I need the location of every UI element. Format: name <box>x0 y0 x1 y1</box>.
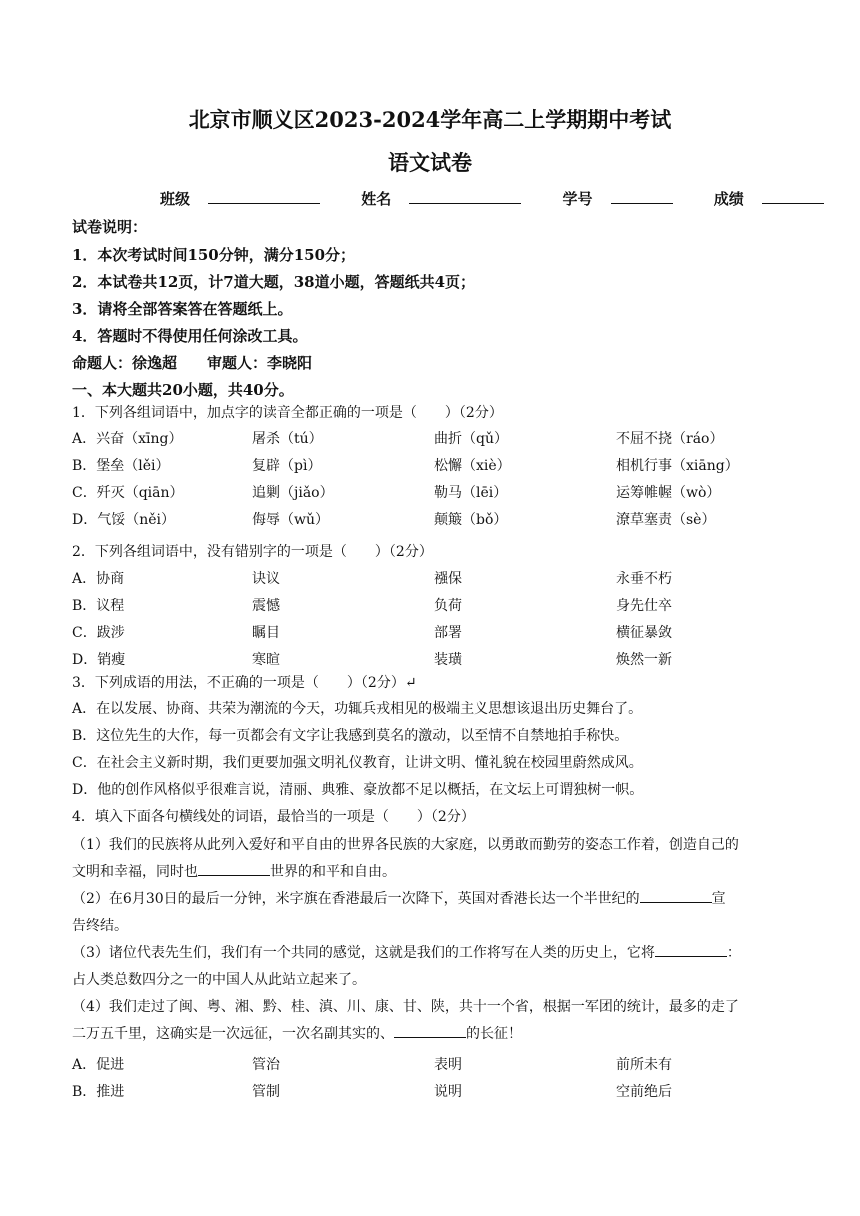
option-cell: 前所未有 <box>616 1057 672 1073</box>
instructions-heading: 试卷说明： <box>72 218 148 236</box>
sentence-text: （1）我们的民族将从此列入爱好和平自由的世界各民族的大家庭，以勇敢而勤劳的姿态工作着，创造自己的 <box>72 837 739 853</box>
option-cell: C．歼灭（qiān） <box>72 485 184 501</box>
q4-option-row <box>72 1081 792 1101</box>
name-field <box>361 188 539 209</box>
option-cell: 空前绝后 <box>616 1084 672 1100</box>
option-cell: 追剿（jiǎo） <box>252 485 334 501</box>
q4-sentence-1 <box>72 832 794 886</box>
option-cell: 横征暴敛 <box>616 625 672 641</box>
option-cell: 永垂不朽 <box>616 571 672 587</box>
name-blank <box>409 189 521 204</box>
option-cell: 曲折（qǔ） <box>434 431 508 447</box>
q2-option-row <box>72 649 792 669</box>
class-field <box>160 188 338 209</box>
option-cell: 复辟（pì） <box>252 458 322 474</box>
q1-option-row <box>72 482 792 502</box>
instruction-item: 1．本次考试时间150分钟，满分150分； <box>72 246 356 264</box>
exam-subtitle: 语文试卷 <box>388 150 472 175</box>
q3-option: A．在以发展、协商、共荣为潮流的今天，功辄兵戎相见的极端主义思想该退出历史舞台了。 <box>72 701 643 717</box>
authors-line: 命题人：徐逸超 审题人：李晓阳 <box>72 354 313 372</box>
q4-sentence-4 <box>72 994 794 1048</box>
option-cell: 勒马（lēi） <box>434 485 508 501</box>
sentence-text: 宣 <box>711 891 726 907</box>
sentence-text: 二万五千里，这确实是一次远征，一次名副其实的、 <box>72 1026 394 1042</box>
option-cell: 运筹帷幄（wò） <box>616 485 721 501</box>
option-cell: 不屈不挠（ráo） <box>616 431 724 447</box>
option-cell: D．气馁（něi） <box>72 512 176 528</box>
option-cell: 装璜 <box>434 652 462 668</box>
q1-option-row <box>72 509 792 529</box>
score-label: 成绩 <box>713 190 744 208</box>
id-field <box>563 188 691 209</box>
sentence-text: 文明和幸福，同时也 <box>72 864 198 880</box>
instruction-item: 4．答题时不得使用任何涂改工具。 <box>72 327 308 345</box>
option-cell: 松懈（xiè） <box>434 458 511 474</box>
option-cell: A．兴奋（xīng） <box>72 431 183 447</box>
score-blank <box>762 189 824 204</box>
option-cell: B．堡垒（lěi） <box>72 458 170 474</box>
question-1-stem: 1．下列各组词语中，加点字的读音全都正确的一项是（ ）（2分） <box>72 405 503 421</box>
option-cell: 寒暄 <box>252 652 280 668</box>
option-cell: A．协商 <box>72 571 125 587</box>
fill-blank <box>198 861 270 876</box>
fill-blank <box>394 1023 466 1038</box>
option-cell: 潦草塞责（sè） <box>616 512 716 528</box>
sentence-text: 告终结。 <box>72 918 128 934</box>
question-2-stem: 2．下列各组词语中，没有错别字的一项是（ ）（2分） <box>72 544 433 560</box>
option-cell: D．销瘦 <box>72 652 126 668</box>
option-cell: 颠簸（bǒ） <box>434 512 508 528</box>
option-cell: B．议程 <box>72 598 125 614</box>
name-label: 姓名 <box>361 190 392 208</box>
exam-title: 北京市顺义区2023-2024学年高二上学期期中考试 <box>188 107 672 132</box>
question-3-stem: 3．下列成语的用法，不正确的一项是（ ）（2分）↵ <box>72 675 417 691</box>
option-cell: 屠杀（tú） <box>252 431 323 447</box>
class-blank <box>208 189 320 204</box>
option-cell: A．促进 <box>72 1057 125 1073</box>
option-cell: 管制 <box>252 1084 280 1100</box>
q1-option-row <box>72 428 792 448</box>
option-cell: C．跋涉 <box>72 625 125 641</box>
q3-option: B．这位先生的大作，每一页都会有文字让我感到莫名的激动，以至情不自禁地拍手称快。 <box>72 728 629 744</box>
option-cell: 震憾 <box>252 598 280 614</box>
section-heading: 一、本大题共20小题，共40分。 <box>72 381 294 399</box>
q2-option-row <box>72 622 792 642</box>
q2-option-row <box>72 595 792 615</box>
sentence-text: ： <box>726 945 741 961</box>
q3-option: D．他的创作风格似乎很难言说，清丽、典雅、豪放都不足以概括，在文坛上可谓独树一帜。 <box>72 782 644 798</box>
option-cell: 管治 <box>252 1057 280 1073</box>
q2-option-row <box>72 568 792 588</box>
sentence-text: 占人类总数四分之一的中国人从此站立起来了。 <box>72 972 366 988</box>
option-cell: 相机行事（xiāng） <box>616 458 739 474</box>
option-cell: B．推进 <box>72 1084 125 1100</box>
q4-option-row <box>72 1054 792 1074</box>
q4-sentence-2 <box>72 886 794 940</box>
sentence-text: （3）诸位代表先生们，我们有一个共同的感觉，这就是我们的工作将写在人类的历史上，它将 <box>72 945 655 961</box>
option-cell: 侮辱（wǔ） <box>252 512 329 528</box>
option-cell: 诀议 <box>252 571 280 587</box>
option-cell: 瞩目 <box>252 625 280 641</box>
option-cell: 襁保 <box>434 571 462 587</box>
sentence-text: （2）在6月30日的最后一分钟，米字旗在香港最后一次降下，英国对香港长达一个半世纪的 <box>72 891 640 907</box>
sentence-text: 的长征！ <box>466 1026 522 1042</box>
student-info-line <box>160 188 860 209</box>
option-cell: 焕然一新 <box>616 652 672 668</box>
option-cell: 负荷 <box>434 598 462 614</box>
fill-blank <box>640 888 712 903</box>
class-label: 班级 <box>160 190 191 208</box>
option-cell: 身先仕卒 <box>616 598 672 614</box>
score-field <box>714 188 842 209</box>
q4-sentence-3 <box>72 940 794 994</box>
fill-blank <box>655 942 727 957</box>
sentence-text: （4）我们走过了闽、粤、湘、黔、桂、滇、川、康、甘、陕，共十一个省，根据一军团的统计，最多的走了 <box>72 999 739 1015</box>
instruction-item: 3．请将全部答案答在答题纸上。 <box>72 300 293 318</box>
id-label: 学号 <box>562 190 593 208</box>
option-cell: 部署 <box>434 625 462 641</box>
instruction-item: 2．本试卷共12页，计7道大题，38道小题，答题纸共4页； <box>72 273 476 291</box>
option-cell: 表明 <box>434 1057 462 1073</box>
option-cell: 说明 <box>434 1084 462 1100</box>
id-blank <box>611 189 673 204</box>
question-4-stem: 4．填入下面各句横线处的词语，最恰当的一项是（ ）（2分） <box>72 809 475 825</box>
sentence-text: 世界的和平和自由。 <box>270 864 396 880</box>
q1-option-row <box>72 455 792 475</box>
q3-option: C．在社会主义新时期，我们更要加强文明礼仪教育，让讲文明、懂礼貌在校园里蔚然成风。 <box>72 755 643 771</box>
